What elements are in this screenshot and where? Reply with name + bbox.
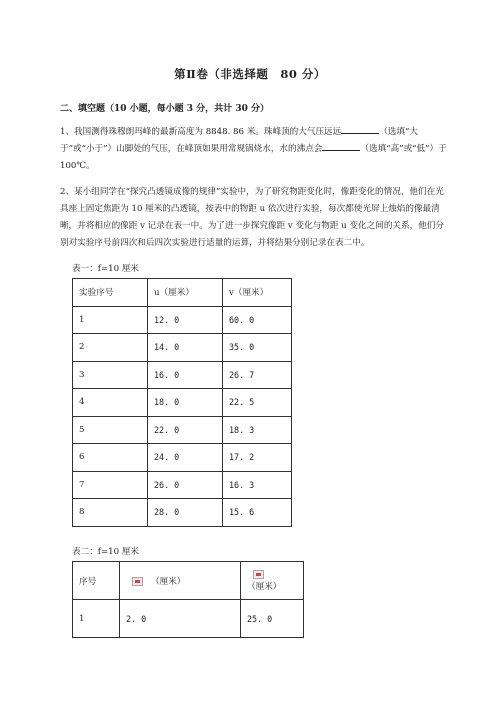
question-1-text-a: 1、我国测得珠穆朗玛峰的最新高度为 8848. 86 米。珠峰顶的大气压远远 bbox=[60, 127, 342, 137]
broken-image-icon bbox=[253, 570, 264, 579]
question-1-text-c: （选填“高”或“低”）于 100℃。 bbox=[60, 144, 447, 171]
table-cell: 22. 0 bbox=[148, 416, 223, 444]
table-header-row bbox=[73, 279, 292, 307]
table-cell: 17. 2 bbox=[223, 444, 292, 472]
table-cell: 26. 7 bbox=[223, 361, 292, 389]
page-title: 第Ⅱ卷（非选择题 80 分） bbox=[174, 67, 326, 81]
question-1 bbox=[60, 124, 450, 175]
table-cell: 4 bbox=[73, 389, 148, 417]
question-1-text-b: （选填“大于”或“小于”）山脚处的气压，在峰顶如果用常规锅烧水，水的沸点会 bbox=[60, 127, 419, 154]
question-2: 2、某小组同学在“探究凸透镜成像的规律”实验中，为了研究物距变化时，像距变化的情况，他们在光具座上固定焦距为 10 厘米的凸透镜，按表中的物距 u 依次进行实验，每次都使光屏上烛焰的像最清晰，并将相应的像距 v 记录在表一中。为了进一步探究像距 v 变化与物距 u 变化之间的关系，他们分别对实验序号前四次和后四次实验进行适量的运算，并将结果分别记录在表二中。 bbox=[60, 187, 444, 248]
table-cell: 7 bbox=[73, 471, 148, 499]
table-1 bbox=[72, 278, 292, 527]
table-cell: 18. 3 bbox=[223, 416, 292, 444]
table-cell: 8 bbox=[73, 499, 148, 527]
table-2 bbox=[72, 561, 304, 638]
table-header-cell bbox=[120, 562, 241, 600]
table-header-row bbox=[73, 562, 304, 600]
table-cell: 12. 0 bbox=[148, 306, 223, 334]
table-header-cell: 实验序号 bbox=[73, 279, 148, 307]
table-cell: 5 bbox=[73, 416, 148, 444]
table-row bbox=[73, 499, 292, 527]
table-header-cell bbox=[241, 562, 304, 600]
table-cell: 15. 6 bbox=[223, 499, 292, 527]
table-cell: 1 bbox=[73, 600, 120, 638]
table-row bbox=[73, 600, 304, 638]
table-cell: 18. 0 bbox=[148, 389, 223, 417]
table-cell: 22. 5 bbox=[223, 389, 292, 417]
table-row bbox=[73, 361, 292, 389]
table-cell: 3 bbox=[73, 361, 148, 389]
table-1-caption: 表一：f=10 厘米 bbox=[72, 264, 140, 274]
table-cell: 2 bbox=[73, 334, 148, 362]
table-cell: 26. 0 bbox=[148, 471, 223, 499]
answer-blank-1 bbox=[341, 124, 379, 134]
table-cell: 25. 0 bbox=[241, 600, 304, 638]
table-cell: 60. 0 bbox=[223, 306, 292, 334]
table-cell: 24. 0 bbox=[148, 444, 223, 472]
table-2-caption: 表二：f=10 厘米 bbox=[72, 547, 140, 557]
table-row bbox=[73, 416, 292, 444]
table-header-label: （厘米） bbox=[247, 581, 282, 592]
table-cell: 1 bbox=[73, 306, 148, 334]
table-cell: 28. 0 bbox=[148, 499, 223, 527]
table-cell: 14. 0 bbox=[148, 334, 223, 362]
table-row bbox=[73, 389, 292, 417]
broken-image-icon bbox=[132, 577, 143, 586]
answer-blank-2 bbox=[322, 141, 360, 151]
table-header-cell: v（厘米） bbox=[223, 279, 292, 307]
table-row bbox=[73, 471, 292, 499]
table-cell: 16. 3 bbox=[223, 471, 292, 499]
table-row bbox=[73, 306, 292, 334]
table-cell: 35. 0 bbox=[223, 334, 292, 362]
table-header-cell: 序号 bbox=[73, 562, 120, 600]
table-cell: 2. 0 bbox=[120, 600, 241, 638]
table-row bbox=[73, 444, 292, 472]
table-row bbox=[73, 334, 292, 362]
table-header-cell: u（厘米） bbox=[148, 279, 223, 307]
table-cell: 16. 0 bbox=[148, 361, 223, 389]
section-heading: 二、填空题（10 小题，每小题 3 分，共计 30 分） bbox=[60, 104, 269, 114]
table-cell: 6 bbox=[73, 444, 148, 472]
table-header-label: （厘米） bbox=[151, 576, 186, 587]
